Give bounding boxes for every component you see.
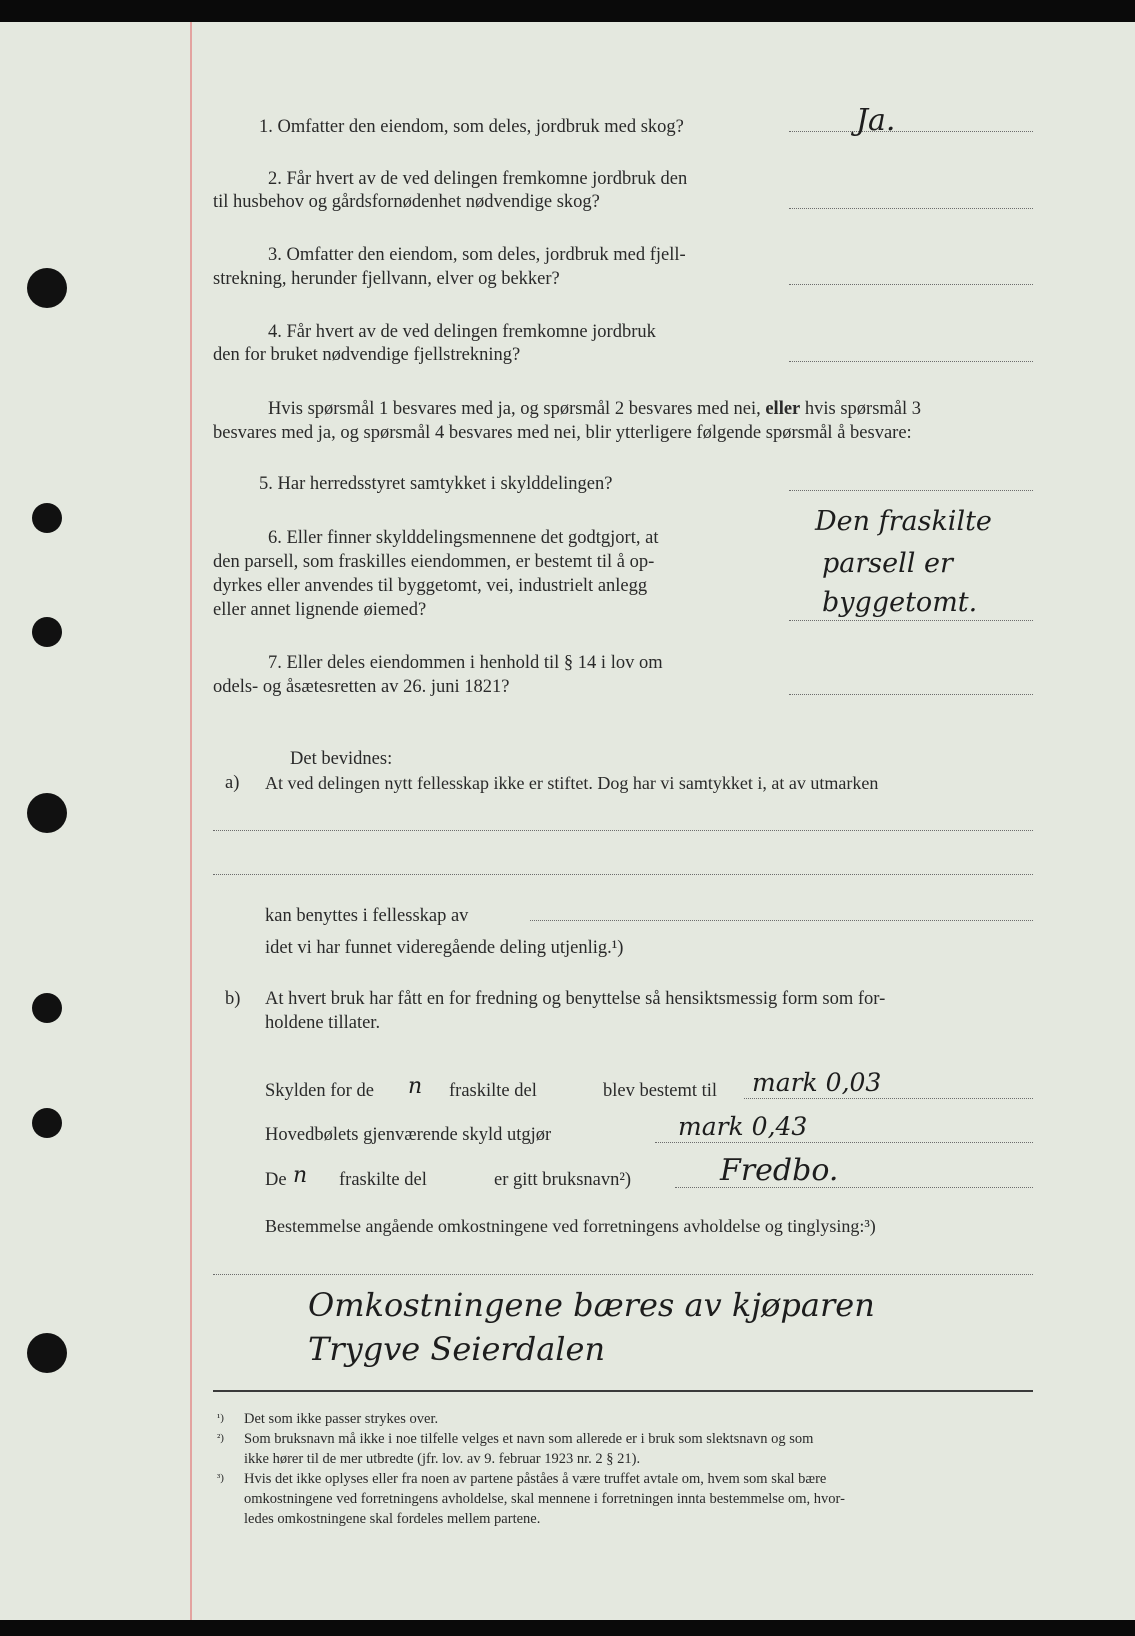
- answer-6-line-2: parsell er: [822, 548, 953, 579]
- skyld-line-1-handwritten-n: n: [408, 1074, 423, 1099]
- punch-hole: [27, 793, 67, 833]
- certify-heading: Det bevidnes:: [290, 749, 393, 769]
- skyld-value: mark 0,03: [752, 1068, 882, 1097]
- question-1: 1. Omfatter den eiendom, som deles, jordbruk med skog?: [259, 117, 684, 137]
- punch-hole: [27, 268, 67, 308]
- footnote-1-marker: ¹): [217, 1412, 224, 1424]
- question-7-line-2: odels- og åsætesretten av 26. juni 1821?: [213, 677, 510, 697]
- question-3-line-2: strekning, herunder fjellvann, elver og bekker?: [213, 269, 560, 289]
- certify-b-label: b): [225, 989, 241, 1009]
- footnote-3-line-1: Hvis det ikke oplyses eller fra noen av partene påståes å være truffet avtale om, hvem som skal bære: [244, 1471, 827, 1487]
- certify-a-text: At ved delingen nytt fellesskap ikke er stiftet. Dog har vi samtykket i, at av utmarken: [265, 773, 879, 793]
- punch-hole: [27, 1333, 67, 1373]
- skyld-line-3-handwritten-n: n: [293, 1163, 308, 1188]
- answer-line-4: [789, 361, 1033, 362]
- footnote-2-line-2: ikke hører til de mer utbredte (jfr. lov. av 9. februar 1923 nr. 2 § 21).: [244, 1451, 641, 1467]
- condition-line-1: Hvis spørsmål 1 besvares med ja, og spørsmål 2 besvares med nei, eller hvis spørsmål 3: [268, 399, 922, 419]
- red-margin-line: [190, 22, 192, 1620]
- footnote-3-line-2: omkostningene ved forretningens avholdelse, skal mennene i forretningen innta bestemmelse om, hvor-: [244, 1491, 845, 1507]
- skyld-line-3-a: De: [265, 1170, 287, 1190]
- question-7-line-1: 7. Eller deles eiendommen i henhold til § 14 i lov om: [268, 653, 663, 673]
- question-6-line-3: dyrkes eller anvendes til byggetomt, vei, industrielt anlegg: [213, 576, 648, 596]
- skyld-line-1-c: blev bestemt til: [603, 1081, 718, 1101]
- fill-line: [213, 874, 1033, 875]
- answer-line-2: [789, 208, 1033, 209]
- question-6-line-4: eller annet lignende øiemed?: [213, 600, 427, 620]
- footnote-2-marker: ²): [217, 1432, 224, 1444]
- scan-top-border: [0, 0, 1135, 22]
- answer-6-line-1: Den fraskilte: [815, 506, 992, 537]
- certify-a-label: a): [225, 773, 240, 793]
- question-3-line-1: 3. Omfatter den eiendom, som deles, jordbruk med fjell-: [268, 245, 686, 265]
- fill-line: [213, 1274, 1033, 1275]
- answer-1: Ja.: [856, 103, 896, 138]
- fill-line: [213, 830, 1033, 831]
- bruksnavn-value: Fredbo.: [720, 1153, 839, 1188]
- cost-note-line-2: Trygve Seierdalen: [308, 1330, 606, 1368]
- certify-b-line-1: At hvert bruk har fått en for fredning og benyttelse så hensiktsmessig form som for-: [265, 989, 886, 1009]
- skyld-line-4: Bestemmelse angående omkostningene ved forretningens avholdelse og tinglysing:³): [265, 1216, 876, 1236]
- certify-a-reason: idet vi har funnet videregående deling utjenlig.¹): [265, 938, 624, 958]
- fill-line: [655, 1142, 1033, 1143]
- certify-b-line-2: holdene tillater.: [265, 1013, 381, 1033]
- answer-line-5: [789, 490, 1033, 491]
- answer-line-7: [789, 694, 1033, 695]
- skyld-line-2-label: Hovedbølets gjenværende skyld utgjør: [265, 1125, 552, 1145]
- question-4-line-2: den for bruket nødvendige fjellstrekning?: [213, 345, 521, 365]
- cost-note-line-1: Omkostningene bæres av kjøparen: [308, 1286, 875, 1324]
- answer-line-3: [789, 284, 1033, 285]
- fill-line: [530, 920, 1033, 921]
- question-6-line-2: den parsell, som fraskilles eiendommen, er bestemt til å op-: [213, 552, 655, 572]
- footnote-3-marker: ³): [217, 1472, 224, 1484]
- scan-bottom-border: [0, 1620, 1135, 1636]
- answer-6-line-3: byggetomt.: [822, 587, 978, 618]
- condition-line-2: besvares med ja, og spørsmål 4 besvares med nei, blir ytterligere følgende spørsmål å besvare:: [213, 423, 912, 443]
- footnote-1: Det som ikke passer strykes over.: [244, 1411, 439, 1427]
- footnote-separator: [213, 1390, 1033, 1392]
- hovedbol-skyld-value: mark 0,43: [678, 1112, 808, 1141]
- footnote-3-line-3: ledes omkostningene skal fordeles mellem partene.: [244, 1511, 541, 1527]
- fill-line: [744, 1098, 1033, 1099]
- question-2-line-1: 2. Får hvert av de ved delingen fremkomne jordbruk den: [268, 169, 688, 189]
- punch-hole: [32, 503, 62, 533]
- footnote-2-line-1: Som bruksnavn må ikke i noe tilfelle velges et navn som allerede er i bruk som slektsnavn og som: [244, 1431, 814, 1447]
- punch-hole: [32, 1108, 62, 1138]
- question-4-line-1: 4. Får hvert av de ved delingen fremkomne jordbruk: [268, 322, 656, 342]
- answer-line-6: [789, 620, 1033, 621]
- answer-line-1: [789, 131, 1033, 132]
- certify-a-common: kan benyttes i fellesskap av: [265, 906, 469, 926]
- skyld-line-3-b: fraskilte del: [339, 1170, 427, 1190]
- skyld-line-1-a: Skylden for de: [265, 1081, 374, 1101]
- skyld-line-3-c: er gitt bruksnavn²): [494, 1170, 632, 1190]
- skyld-line-1-b: fraskilte del: [449, 1081, 537, 1101]
- question-2-line-2: til husbehov og gårdsfornødenhet nødvendige skog?: [213, 192, 600, 212]
- question-5: 5. Har herredsstyret samtykket i skylddelingen?: [259, 474, 613, 494]
- punch-hole: [32, 617, 62, 647]
- punch-hole: [32, 993, 62, 1023]
- question-6-line-1: 6. Eller finner skylddelingsmennene det godtgjort, at: [268, 528, 659, 548]
